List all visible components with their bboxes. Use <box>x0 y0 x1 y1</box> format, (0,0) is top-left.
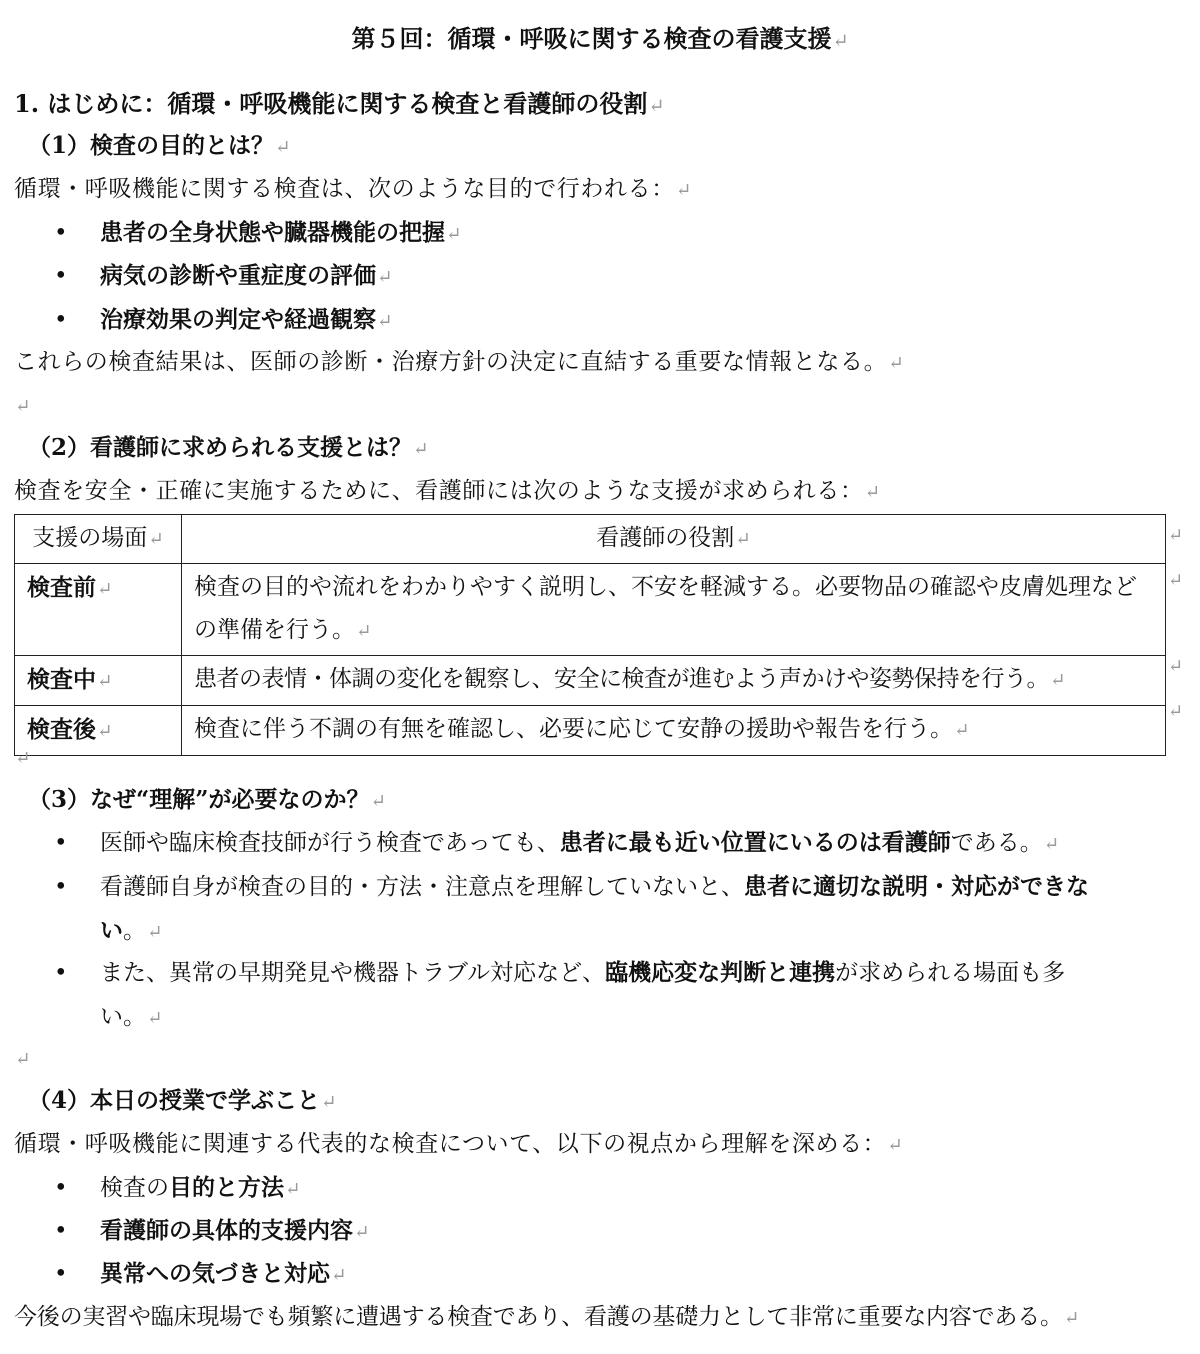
bullet-icon: • <box>54 1218 68 1244</box>
list-item: • 治療効果の判定や経過観察↵ <box>54 306 393 333</box>
bullet-icon: • <box>54 307 68 333</box>
purpose-intro: 循環・呼吸機能に関する検査は、次のような目的で行われる：↵ <box>14 176 692 202</box>
support-table <box>14 514 1166 756</box>
table-row <box>15 706 1166 756</box>
empty-paragraph: ↵ <box>15 1049 31 1070</box>
list-item: • 検査の目的と方法↵ <box>54 1174 301 1201</box>
list-item: • 看護師の具体的支援内容↵ <box>54 1217 370 1244</box>
purpose-closing: これらの検査結果は、医師の診断・治療方針の決定に直結する重要な情報となる。↵ <box>14 349 905 375</box>
list-item: • 看護師自身が検査の目的・方法・注意点を理解していないと、患者に適切な説明・対応ができな <box>54 873 1089 900</box>
bullet-icon: • <box>54 830 68 856</box>
bullet-icon: • <box>54 220 68 246</box>
table-cell-role: 検査の目的や流れをわかりやすく説明し、不安を軽減する。必要物品の確認や皮膚処理などの準備を行う。↵ <box>182 564 1166 656</box>
table-row <box>15 656 1166 706</box>
list-item: • 患者の全身状態や臓器機能の把握↵ <box>54 219 462 246</box>
bullet-icon: • <box>54 1261 68 1287</box>
subheading-support: （2）看護師に求められる支援とは？↵ <box>28 434 429 461</box>
table-header-cell: 支援の場面↵ <box>15 515 182 564</box>
table-header-row <box>15 515 1166 564</box>
today-intro: 循環・呼吸機能に関連する代表的な検査について、以下の視点から理解を深める：↵ <box>14 1131 904 1157</box>
section-heading: 1. はじめに：循環・呼吸機能に関する検査と看護師の役割↵ <box>14 89 665 118</box>
bullet-icon: • <box>54 874 68 900</box>
table-cell-role: 患者の表情・体調の変化を観察し、安全に検査が進むよう声かけや姿勢保持を行う。↵ <box>182 656 1166 706</box>
table-cell-role: 検査に伴う不調の有無を確認し、必要に応じて安静の援助や報告を行う。↵ <box>182 706 1166 756</box>
empty-paragraph: ↵ <box>15 748 31 769</box>
list-item-continuation: い。↵ <box>100 917 163 944</box>
document-title: 第５回：循環・呼吸に関する検査の看護支援↵ <box>351 24 849 53</box>
table-cell-scene: 検査中↵ <box>15 656 182 706</box>
row-end-mark: ↵ <box>1168 656 1184 677</box>
list-item: • 医師や臨床検査技師が行う検査であっても、患者に最も近い位置にいるのは看護師である。↵ <box>54 829 1060 856</box>
bullet-icon: • <box>54 263 68 289</box>
table-header-cell: 看護師の役割↵ <box>182 515 1166 564</box>
subheading-purpose: （1）検査の目的とは？↵ <box>28 132 291 159</box>
row-end-mark: ↵ <box>1168 525 1184 546</box>
table-cell-scene: 検査後↵ <box>15 706 182 756</box>
support-intro: 検査を安全・正確に実施するために、看護師には次のような支援が求められる：↵ <box>14 478 881 504</box>
list-item-continuation: い。↵ <box>100 1004 163 1030</box>
bullet-icon: • <box>54 1175 68 1201</box>
today-closing: 今後の実習や臨床現場でも頻繁に遭遇する検査であり、看護の基礎力として非常に重要な内容である。↵ <box>14 1304 1080 1330</box>
subheading-today: （4）本日の授業で学ぶこと↵ <box>28 1087 337 1114</box>
subheading-why: （3）なぜ“理解”が必要なのか？↵ <box>28 786 386 813</box>
row-end-mark: ↵ <box>1168 701 1184 722</box>
list-item: • 異常への気づきと対応↵ <box>54 1260 347 1287</box>
bullet-icon: • <box>54 960 68 986</box>
table-row <box>15 564 1166 656</box>
list-item: • 病気の診断や重症度の評価↵ <box>54 262 393 289</box>
empty-paragraph: ↵ <box>15 396 31 417</box>
table-cell-scene: 検査前↵ <box>15 564 182 656</box>
list-item: • また、異常の早期発見や機器トラブル対応など、臨機応変な判断と連携が求められる場面も多 <box>54 959 1066 986</box>
row-end-mark: ↵ <box>1168 570 1184 591</box>
